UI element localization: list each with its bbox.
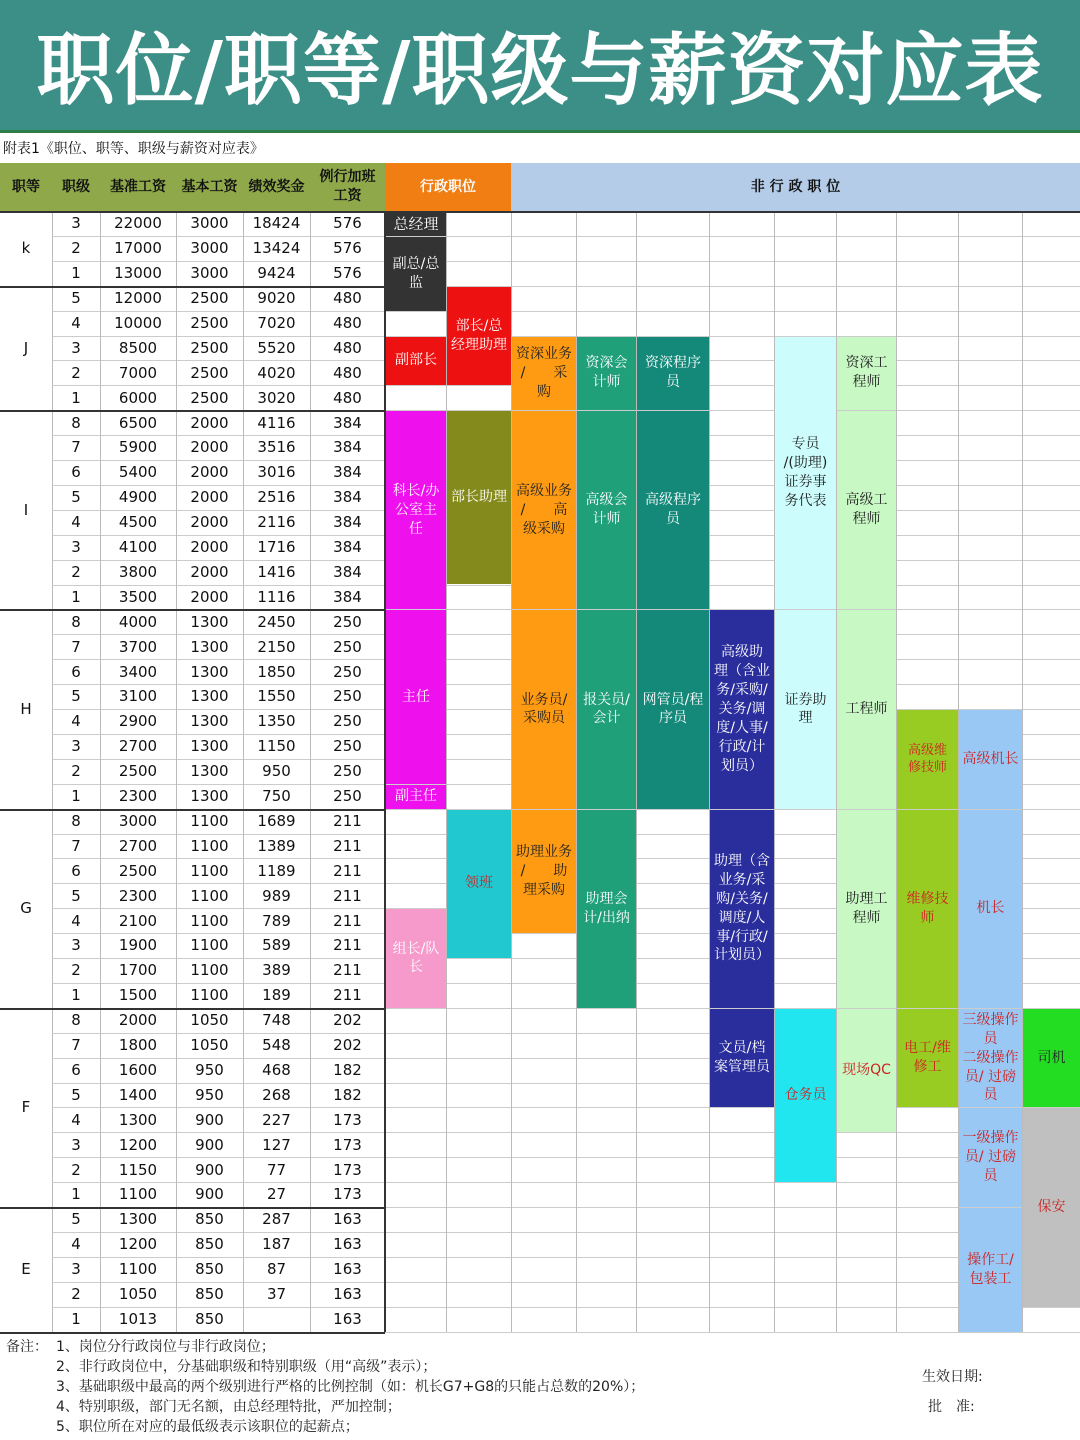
performance-bonus-cell: 127 <box>262 1135 291 1154</box>
level-cell: 4 <box>71 513 81 532</box>
level-cell: 3 <box>71 936 81 955</box>
position-block: 高级程序 员 <box>637 411 709 609</box>
base-salary-cell: 10000 <box>114 313 162 332</box>
position-block: 组长/队 长 <box>386 909 446 1008</box>
position-block: 资深程序 员 <box>637 337 709 411</box>
grade-label: H <box>20 699 32 718</box>
performance-bonus-cell: 2150 <box>257 637 296 656</box>
level-cell: 5 <box>71 687 81 706</box>
overtime-pay-cell: 250 <box>333 787 362 805</box>
level-cell: 5 <box>71 289 81 307</box>
position-block: 维修技 师 <box>897 810 958 1008</box>
overtime-pay-cell: 384 <box>333 538 362 556</box>
performance-bonus-cell: 37 <box>266 1285 287 1303</box>
base-salary-cell: 13000 <box>114 264 162 283</box>
position-block: 部长助理 <box>447 411 511 584</box>
overtime-pay-cell: 250 <box>333 687 362 706</box>
performance-bonus-cell: 3016 <box>257 463 296 482</box>
salary-table <box>0 163 1080 1332</box>
basic-salary-cell: 900 <box>195 1110 224 1129</box>
performance-bonus-cell: 9020 <box>257 289 296 307</box>
performance-bonus-cell: 77 <box>266 1160 287 1179</box>
position-block: 副主任 <box>386 785 446 809</box>
basic-salary-cell: 1100 <box>190 811 229 830</box>
header-non-admin-positions: 非 行 政 职 位 <box>511 163 1080 211</box>
overtime-pay-cell: 250 <box>333 637 362 656</box>
level-cell: 8 <box>71 811 81 830</box>
overtime-pay-cell: 576 <box>333 214 362 233</box>
performance-bonus-cell: 13424 <box>252 239 301 258</box>
basic-salary-cell: 1100 <box>190 911 229 930</box>
basic-salary-cell: 1300 <box>190 737 229 756</box>
performance-bonus-cell: 18424 <box>252 214 301 233</box>
performance-bonus-cell: 7020 <box>257 313 296 332</box>
level-cell: 3 <box>71 1135 81 1154</box>
base-salary-cell: 3000 <box>118 811 158 830</box>
basic-salary-cell: 900 <box>195 1185 224 1204</box>
header-basic-salary: 基本工资 <box>176 163 243 211</box>
level-cell: 5 <box>71 1085 81 1104</box>
position-block: 证券助 理 <box>775 610 836 808</box>
performance-bonus-cell: 87 <box>266 1260 287 1279</box>
base-salary-cell: 1013 <box>118 1309 158 1328</box>
base-salary-cell: 3400 <box>118 662 158 681</box>
overtime-pay-cell: 163 <box>333 1309 362 1328</box>
level-cell: 1 <box>71 1185 81 1204</box>
base-salary-cell: 4100 <box>118 538 158 556</box>
basic-salary-cell: 950 <box>195 1085 224 1104</box>
base-salary-cell: 1100 <box>118 1185 158 1204</box>
overtime-pay-cell: 250 <box>333 662 362 681</box>
level-cell: 5 <box>71 488 81 507</box>
position-block: 资深业务 / 采 购 <box>512 337 576 411</box>
level-cell: 1 <box>71 264 81 283</box>
position-block: 一级操作 员/ 过磅 员 <box>959 1108 1022 1207</box>
performance-bonus-cell: 1389 <box>257 836 296 855</box>
level-cell: 8 <box>71 1011 81 1030</box>
overtime-pay-cell: 384 <box>333 463 362 482</box>
approval-label: 批 准: <box>928 1399 975 1415</box>
performance-bonus-cell: 589 <box>262 936 291 955</box>
performance-bonus-cell: 189 <box>262 986 291 1005</box>
overtime-pay-cell: 211 <box>333 886 362 905</box>
position-block: 网管员/程 序员 <box>637 610 709 808</box>
grade-label: k <box>21 239 31 258</box>
grade-label: J <box>23 338 29 357</box>
position-block: 专员 /(助理) 证券事 务代表 <box>775 337 836 610</box>
basic-salary-cell: 1100 <box>190 961 229 980</box>
overtime-pay-cell: 211 <box>333 911 362 930</box>
position-block: 资深工 程师 <box>837 337 896 411</box>
base-salary-cell: 5400 <box>118 463 158 482</box>
position-block: 主任 <box>386 610 446 783</box>
overtime-pay-cell: 182 <box>333 1085 362 1104</box>
position-block: 助理业务 / 助 理采购 <box>512 810 576 934</box>
performance-bonus-cell: 1350 <box>257 712 296 731</box>
overtime-pay-cell: 211 <box>333 936 362 955</box>
basic-salary-cell: 2000 <box>190 488 229 507</box>
basic-salary-cell: 2500 <box>190 338 229 357</box>
performance-bonus-cell: 750 <box>262 787 291 805</box>
position-block: 文员/档 案管理员 <box>710 1009 774 1108</box>
note-item: 2、非行政岗位中，分基础职级和特别职级（用“高级”表示）； <box>56 1359 437 1375</box>
position-block: 高级会 计师 <box>577 411 636 609</box>
base-salary-cell: 7000 <box>118 363 158 382</box>
basic-salary-cell: 2000 <box>190 438 229 457</box>
base-salary-cell: 2000 <box>118 1011 158 1030</box>
basic-salary-cell: 900 <box>195 1135 224 1154</box>
position-block: 副总/总 监 <box>386 237 446 311</box>
level-cell: 4 <box>71 313 81 332</box>
level-cell: 1 <box>71 1309 81 1328</box>
overtime-pay-cell: 480 <box>333 363 362 382</box>
overtime-pay-cell: 384 <box>333 587 362 606</box>
basic-salary-cell: 2000 <box>190 538 229 556</box>
level-cell: 2 <box>71 961 81 980</box>
basic-salary-cell: 900 <box>195 1160 224 1179</box>
overtime-pay-cell: 173 <box>333 1110 362 1129</box>
overtime-pay-cell: 211 <box>333 861 362 880</box>
overtime-pay-cell: 384 <box>333 488 362 507</box>
base-salary-cell: 2700 <box>118 836 158 855</box>
overtime-pay-cell: 480 <box>333 338 362 357</box>
overtime-pay-cell: 173 <box>333 1160 362 1179</box>
base-salary-cell: 1150 <box>118 1160 158 1179</box>
position-block: 仓务员 <box>775 1009 836 1182</box>
performance-bonus-cell: 4116 <box>257 413 296 432</box>
base-salary-cell: 5900 <box>118 438 158 457</box>
base-salary-cell: 4000 <box>118 612 158 631</box>
performance-bonus-cell: 1189 <box>257 861 296 880</box>
base-salary-cell: 3800 <box>118 562 158 581</box>
position-block: 高级助 理（含业 务/采购/ 关务/调 度/人事/ 行政/计 划员） <box>710 610 774 808</box>
basic-salary-cell: 1300 <box>190 687 229 706</box>
performance-bonus-cell: 1850 <box>257 662 296 681</box>
grade-label: E <box>21 1260 31 1279</box>
base-salary-cell: 12000 <box>114 289 162 307</box>
basic-salary-cell: 850 <box>195 1210 224 1229</box>
base-salary-cell: 2500 <box>118 762 158 781</box>
level-cell: 2 <box>71 562 81 581</box>
header-admin-positions: 行政职位 <box>385 163 511 211</box>
performance-bonus-cell: 548 <box>262 1036 291 1054</box>
note-item: 5、职位所在对应的最低级表示该职位的起薪点； <box>56 1419 359 1435</box>
basic-salary-cell: 2000 <box>190 562 229 581</box>
performance-bonus-cell: 287 <box>262 1210 291 1229</box>
position-block: 领班 <box>447 810 511 958</box>
level-cell: 1 <box>71 587 81 606</box>
level-cell: 2 <box>71 762 81 781</box>
overtime-pay-cell: 250 <box>333 737 362 756</box>
basic-salary-cell: 1300 <box>190 787 229 805</box>
base-salary-cell: 1200 <box>118 1135 158 1154</box>
basic-salary-cell: 1300 <box>190 612 229 631</box>
grade-label: F <box>21 1098 31 1117</box>
level-cell: 6 <box>71 861 81 880</box>
performance-bonus-cell: 3020 <box>257 388 296 407</box>
level-cell: 3 <box>71 338 81 357</box>
basic-salary-cell: 2000 <box>190 463 229 482</box>
overtime-pay-cell: 182 <box>333 1060 362 1079</box>
title-banner <box>0 0 1080 133</box>
basic-salary-cell: 2000 <box>190 587 229 606</box>
basic-salary-cell: 850 <box>195 1285 224 1303</box>
basic-salary-cell: 1100 <box>190 836 229 855</box>
level-cell: 5 <box>71 1210 81 1229</box>
base-salary-cell: 1400 <box>118 1085 158 1104</box>
position-block: 助理会 计/出纳 <box>577 810 636 1008</box>
basic-salary-cell: 1100 <box>190 936 229 955</box>
basic-salary-cell: 2500 <box>190 363 229 382</box>
basic-salary-cell: 1050 <box>190 1011 229 1030</box>
base-salary-cell: 2500 <box>118 861 158 880</box>
basic-salary-cell: 2000 <box>190 413 229 432</box>
level-cell: 6 <box>71 1060 81 1079</box>
basic-salary-cell: 850 <box>195 1260 224 1279</box>
base-salary-cell: 2700 <box>118 737 158 756</box>
note-item: 1、岗位分行政岗位与非行政岗位； <box>56 1339 275 1355</box>
overtime-pay-cell: 163 <box>333 1235 362 1254</box>
level-cell: 6 <box>71 463 81 482</box>
performance-bonus-cell: 4020 <box>257 363 296 382</box>
base-salary-cell: 6500 <box>118 413 158 432</box>
performance-bonus-cell: 950 <box>262 762 291 781</box>
base-salary-cell: 1700 <box>118 961 158 980</box>
level-cell: 8 <box>71 612 81 631</box>
performance-bonus-cell: 1689 <box>257 811 296 830</box>
basic-salary-cell: 1300 <box>190 762 229 781</box>
basic-salary-cell: 3000 <box>190 239 229 258</box>
header-performance-bonus: 绩效奖金 <box>243 163 310 211</box>
base-salary-cell: 3500 <box>118 587 158 606</box>
base-salary-cell: 1200 <box>118 1235 158 1254</box>
performance-bonus-cell: 1550 <box>257 687 296 706</box>
base-salary-cell: 3100 <box>118 687 158 706</box>
basic-salary-cell: 1050 <box>190 1036 229 1054</box>
performance-bonus-cell: 2450 <box>257 612 296 631</box>
header-base-salary: 基准工资 <box>100 163 176 211</box>
level-cell: 1 <box>71 986 81 1005</box>
grade-label: G <box>20 899 32 918</box>
base-salary-cell: 1100 <box>118 1260 158 1279</box>
position-block: 高级工 程师 <box>837 411 896 609</box>
overtime-pay-cell: 250 <box>333 762 362 781</box>
base-salary-cell: 2100 <box>118 911 158 930</box>
performance-bonus-cell: 1416 <box>257 562 296 581</box>
level-cell: 1 <box>71 787 81 805</box>
base-salary-cell: 1900 <box>118 936 158 955</box>
overtime-pay-cell: 480 <box>333 289 362 307</box>
note-item: 4、特别职级，部门无名额，由总经理特批，严加控制； <box>56 1399 401 1415</box>
level-cell: 3 <box>71 538 81 556</box>
level-cell: 6 <box>71 662 81 681</box>
overtime-pay-cell: 173 <box>333 1185 362 1204</box>
base-salary-cell: 22000 <box>114 214 162 233</box>
performance-bonus-cell: 3516 <box>257 438 296 457</box>
level-cell: 3 <box>71 1260 81 1279</box>
base-salary-cell: 1500 <box>118 986 158 1005</box>
base-salary-cell: 4900 <box>118 488 158 507</box>
performance-bonus-cell <box>243 1307 310 1332</box>
performance-bonus-cell: 748 <box>262 1011 291 1030</box>
level-cell: 7 <box>71 637 81 656</box>
level-cell: 5 <box>71 886 81 905</box>
notes-label: 备注： <box>6 1339 48 1355</box>
header-grade: 职等 <box>0 163 52 211</box>
base-salary-cell: 17000 <box>114 239 162 258</box>
overtime-pay-cell: 202 <box>333 1011 362 1030</box>
overtime-pay-cell: 163 <box>333 1210 362 1229</box>
overtime-pay-cell: 211 <box>333 811 362 830</box>
position-block: 副部长 <box>386 337 446 386</box>
level-cell: 7 <box>71 438 81 457</box>
level-cell: 7 <box>71 836 81 855</box>
grade-label: I <box>23 500 29 519</box>
performance-bonus-cell: 9424 <box>257 264 296 283</box>
level-cell: 4 <box>71 911 81 930</box>
level-cell: 3 <box>71 737 81 756</box>
level-cell: 8 <box>71 413 81 432</box>
note-item: 3、基础职级中最高的两个级别进行严格的比例控制（如：机长G7+G8的只能占总数的20%）； <box>56 1379 645 1395</box>
performance-bonus-cell: 789 <box>262 911 291 930</box>
position-block: 高级业务 / 高 级采购 <box>512 411 576 609</box>
position-block: 资深会 计师 <box>577 337 636 411</box>
level-cell: 2 <box>71 1160 81 1179</box>
position-block: 三级操作 员 二级操作 员/ 过磅 员 <box>959 1009 1022 1108</box>
overtime-pay-cell: 384 <box>333 438 362 457</box>
position-block: 助理工 程师 <box>837 810 896 1008</box>
overtime-pay-cell: 211 <box>333 836 362 855</box>
position-block: 高级机长 <box>959 710 1022 809</box>
position-block: 业务员/ 采购员 <box>512 610 576 808</box>
performance-bonus-cell: 989 <box>262 886 291 905</box>
basic-salary-cell: 3000 <box>190 264 229 283</box>
base-salary-cell: 3700 <box>118 637 158 656</box>
header-overtime-pay: 例行加班 工资 <box>310 163 385 211</box>
notes-section <box>0 1334 1080 1440</box>
overtime-pay-cell: 173 <box>333 1135 362 1154</box>
overtime-pay-cell: 163 <box>333 1260 362 1279</box>
level-cell: 2 <box>71 1285 81 1303</box>
position-block: 高级维 修技师 <box>897 710 958 809</box>
position-block: 总经理 <box>386 212 446 236</box>
position-block: 保安 <box>1023 1108 1080 1306</box>
overtime-pay-cell: 480 <box>333 313 362 332</box>
overtime-pay-cell: 211 <box>333 961 362 980</box>
level-cell: 7 <box>71 1036 81 1054</box>
overtime-pay-cell: 250 <box>333 612 362 631</box>
overtime-pay-cell: 384 <box>333 413 362 432</box>
base-salary-cell: 8500 <box>118 338 158 357</box>
base-salary-cell: 4500 <box>118 513 158 532</box>
base-salary-cell: 2300 <box>118 886 158 905</box>
base-salary-cell: 1800 <box>118 1036 158 1054</box>
basic-salary-cell: 850 <box>195 1235 224 1254</box>
position-block: 现场QC <box>837 1009 896 1133</box>
basic-salary-cell: 950 <box>195 1060 224 1079</box>
performance-bonus-cell: 268 <box>262 1085 291 1104</box>
overtime-pay-cell: 211 <box>333 986 362 1005</box>
position-block: 报关员/ 会计 <box>577 610 636 808</box>
position-block: 工程师 <box>837 610 896 808</box>
basic-salary-cell: 2500 <box>190 388 229 407</box>
overtime-pay-cell: 576 <box>333 239 362 258</box>
level-cell: 1 <box>71 388 81 407</box>
performance-bonus-cell: 389 <box>262 961 291 980</box>
performance-bonus-cell: 2516 <box>257 488 296 507</box>
level-cell: 4 <box>71 712 81 731</box>
base-salary-cell: 1300 <box>118 1110 158 1129</box>
performance-bonus-cell: 468 <box>262 1060 291 1079</box>
effective-date-label: 生效日期: <box>922 1369 983 1385</box>
overtime-pay-cell: 480 <box>333 388 362 407</box>
overtime-pay-cell: 163 <box>333 1285 362 1303</box>
basic-salary-cell: 1300 <box>190 712 229 731</box>
position-block: 部长/总 经理助理 <box>447 287 511 386</box>
position-block: 司机 <box>1023 1009 1080 1108</box>
level-cell: 3 <box>71 214 81 233</box>
table-caption: 附表1《职位、职等、职级与薪资对应表》 <box>3 141 264 157</box>
header-level: 职级 <box>52 163 100 211</box>
position-block: 电工/维 修工 <box>897 1009 958 1108</box>
basic-salary-cell: 1300 <box>190 637 229 656</box>
position-block: 助理（含 业务/采 购/关务/ 调度/人 事/行政/ 计划员） <box>710 810 774 1008</box>
performance-bonus-cell: 1116 <box>257 587 296 606</box>
basic-salary-cell: 1100 <box>190 861 229 880</box>
position-block: 机长 <box>959 810 1022 1008</box>
level-cell: 4 <box>71 1110 81 1129</box>
level-cell: 2 <box>71 363 81 382</box>
performance-bonus-cell: 1150 <box>257 737 296 756</box>
basic-salary-cell: 2000 <box>190 513 229 532</box>
performance-bonus-cell: 1716 <box>257 538 296 556</box>
overtime-pay-cell: 384 <box>333 513 362 532</box>
base-salary-cell: 2300 <box>118 787 158 805</box>
basic-salary-cell: 850 <box>195 1309 224 1328</box>
overtime-pay-cell: 384 <box>333 562 362 581</box>
position-block: 操作工/ 包装工 <box>959 1208 1022 1332</box>
basic-salary-cell: 2500 <box>190 289 229 307</box>
level-cell: 2 <box>71 239 81 258</box>
base-salary-cell: 2900 <box>118 712 158 731</box>
base-salary-cell: 1300 <box>118 1210 158 1229</box>
base-salary-cell: 1600 <box>118 1060 158 1079</box>
performance-bonus-cell: 27 <box>266 1185 287 1204</box>
overtime-pay-cell: 250 <box>333 712 362 731</box>
page-title: 职位/职等/职级与薪资对应表 <box>36 26 1044 116</box>
overtime-pay-cell: 576 <box>333 264 362 283</box>
performance-bonus-cell: 187 <box>262 1235 291 1254</box>
basic-salary-cell: 2500 <box>190 313 229 332</box>
basic-salary-cell: 3000 <box>190 214 229 233</box>
basic-salary-cell: 1100 <box>190 886 229 905</box>
position-block: 科长/办 公室主 任 <box>386 411 446 609</box>
performance-bonus-cell: 2116 <box>257 513 296 532</box>
basic-salary-cell: 1100 <box>190 986 229 1005</box>
performance-bonus-cell: 5520 <box>257 338 296 357</box>
base-salary-cell: 1050 <box>118 1285 158 1303</box>
performance-bonus-cell: 227 <box>262 1110 291 1129</box>
basic-salary-cell: 1300 <box>190 662 229 681</box>
overtime-pay-cell: 202 <box>333 1036 362 1054</box>
base-salary-cell: 6000 <box>118 388 158 407</box>
level-cell: 4 <box>71 1235 81 1254</box>
